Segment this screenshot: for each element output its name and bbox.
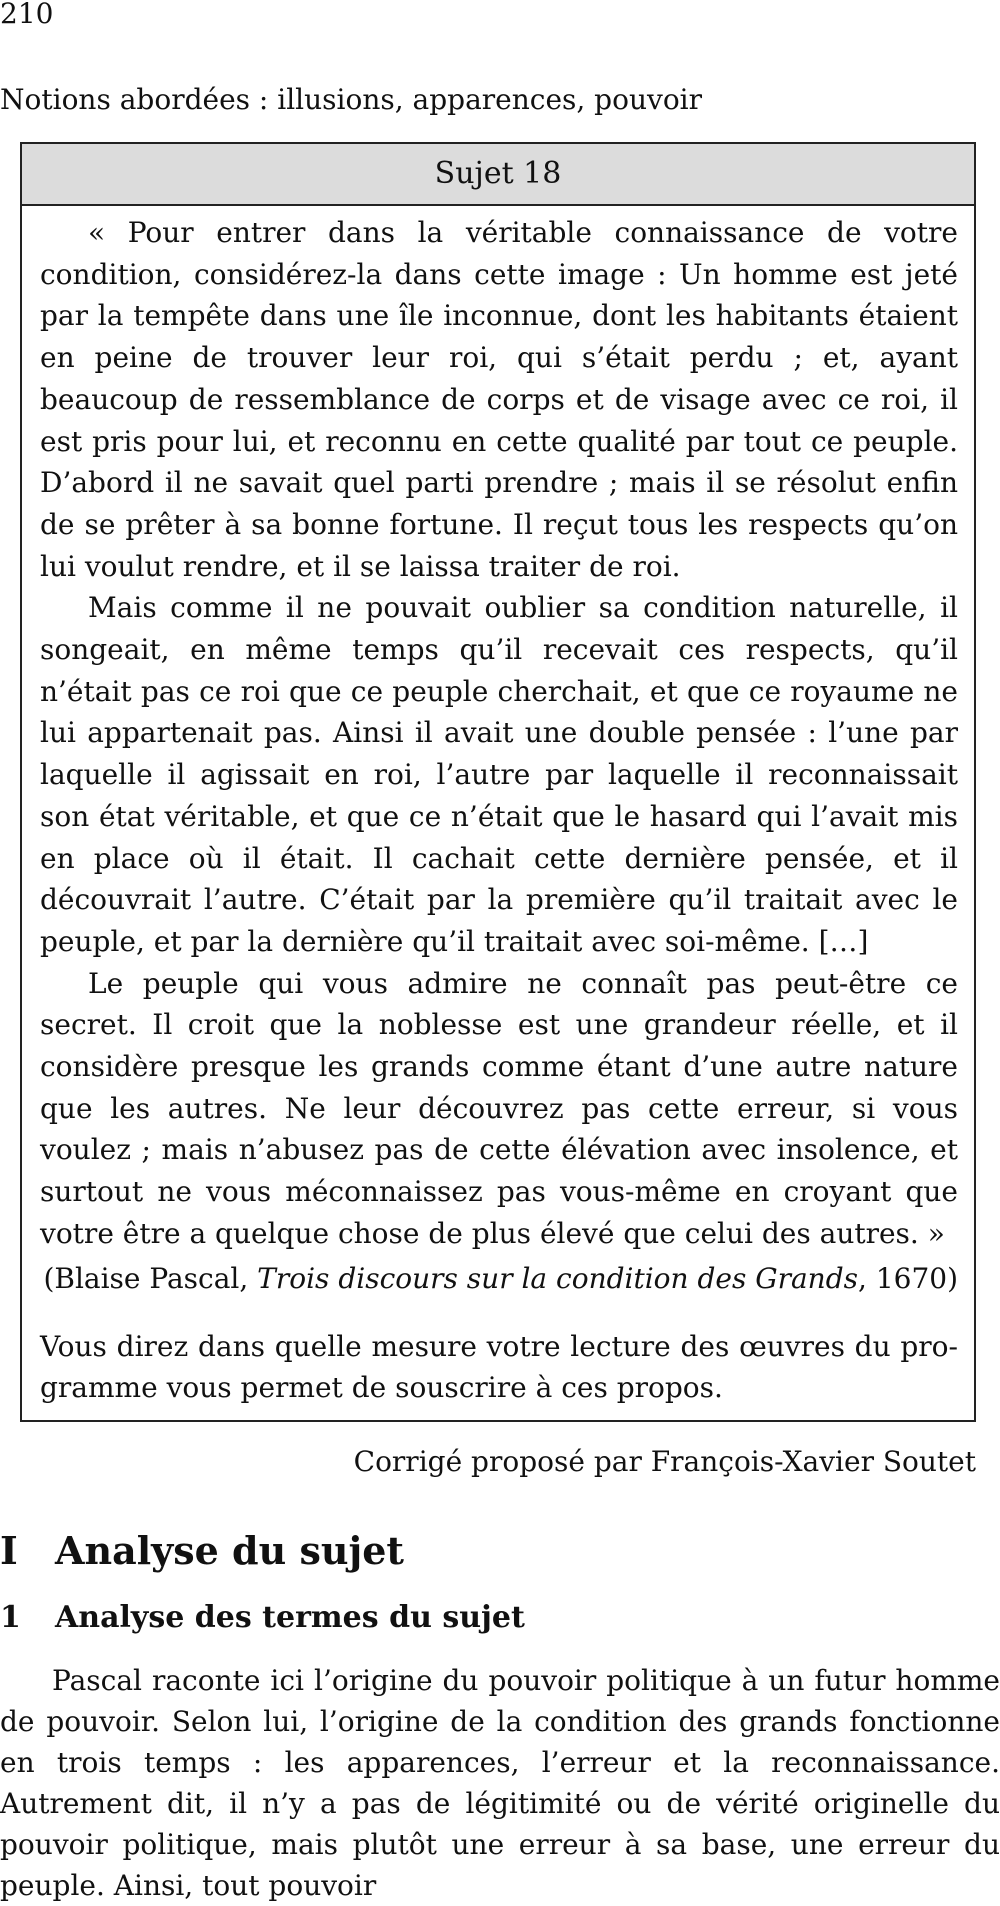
page-number: 210 (0, 0, 54, 30)
section-title: Analyse du sujet (55, 1528, 404, 1573)
section-number: I (0, 1528, 18, 1573)
quote-citation (40, 1258, 958, 1300)
citation-year: , 1670) (858, 1262, 958, 1295)
subsection-heading (0, 1598, 525, 1638)
body-paragraph: Pascal raconte ici l’origine du pouvoir politique à un futur homme de pouvoir. Selon lui, l’origine de la condition des grands fonctionne en trois temps : les apparences, l’erreur et la reconnaissance. Autrement dit, il n’y a pas de légitimité ou de vérité originelle du pouvoir politique, mais plutôt une erreur à sa base, une erreur du peuple. Ainsi, tout pouvoir (0, 1664, 1000, 1902)
subject-task: Vous direz dans quelle mesure votre lecture des œuvres du programme vous permet de souscrire à ces propos. (40, 1330, 958, 1404)
subsection-title: Analyse des termes du sujet (55, 1600, 525, 1635)
subject-box (20, 142, 976, 1422)
subject-title: Sujet 18 (22, 144, 974, 206)
quote-paragraph: Mais comme il ne pouvait oublier sa condition naturelle, il songeait, en même temps qu’il recevait ces respects, qu’il n’était pas ce roi que ce peuple cherchait, et que ce royaume ne lui appartenait pas. Ainsi il avait une double pensée : l’une par laquelle il agissait en roi, l’autre par laquelle il reconnaissait son état véritable, et que ce n’était que le hasard qui l’avait mis en place où il était. Il cachait cette dernière pensée, et il découvrait l’autre. C’était par la première qu’il traitait avec le peuple, et par la dernière qu’il traitait avec soi-même. […] (40, 591, 958, 958)
subject-quote (40, 212, 958, 1255)
citation-work-title: Trois discours sur la condition des Grands (257, 1262, 859, 1295)
section-heading (0, 1528, 404, 1574)
notions-line: Notions abordées : illusions, apparences, pouvoir (0, 83, 703, 116)
quote-paragraph: Le peuple qui vous admire ne connaît pas peut-être ce secret. Il croit que la noblesse est une grandeur réelle, et il considère presque les grands comme étant d’une autre nature que les autres. Ne leur découvrez pas cette erreur, si vous voulez ; mais n’abusez pas de cette élévation avec insolence, et surtout ne vous méconnaissez pas vous-même en croyant que votre être a quelque chose de plus élevé que celui des autres. » (40, 966, 958, 1250)
citation-author: (Blaise Pascal, (43, 1262, 258, 1295)
corrige-author: Corrigé proposé par François-Xavier Soutet (353, 1445, 976, 1478)
subsection-number: 1 (0, 1600, 21, 1635)
quote-paragraph: « Pour entrer dans la véritable connaissance de votre condition, considérez-la dans cette image : Un homme est jeté par la tempête dans une île inconnue, dont les habitants étaient en peine de trouver leur roi, qui s’était perdu ; et, ayant beaucoup de ressemblance de corps et de visage avec ce roi, il est pris pour lui, et reconnu en cette qualité par tout ce peuple. D’abord il ne savait quel parti prendre ; mais il se résolut enfin de se prêter à sa bonne fortune. Il reçut tous les respects qu’on lui voulut rendre, et il se laissa traiter de roi. (40, 216, 958, 583)
